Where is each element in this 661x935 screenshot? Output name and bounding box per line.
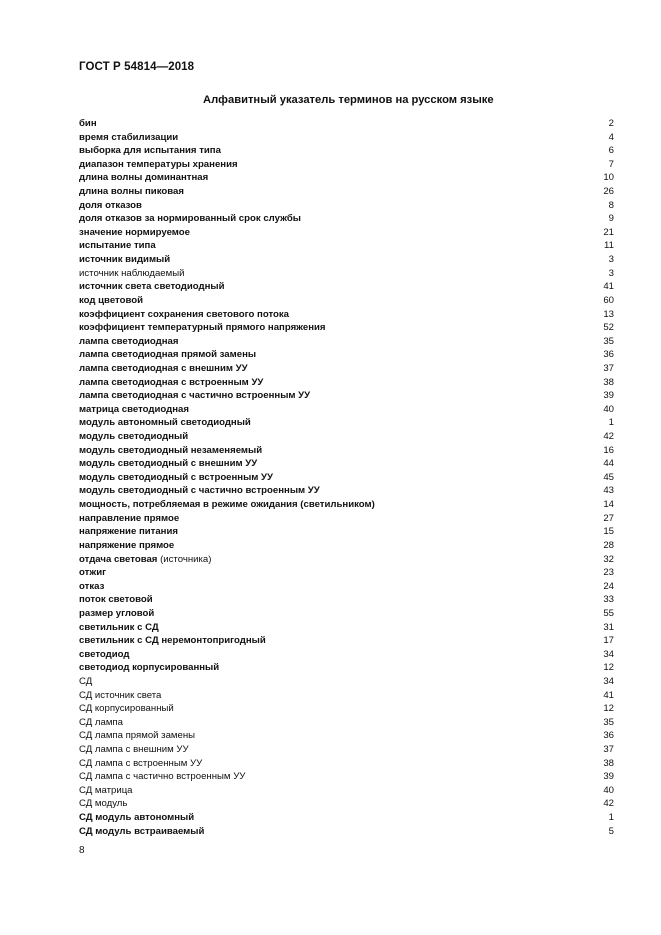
index-entry-term — [79, 689, 161, 703]
index-entry — [79, 457, 614, 471]
index-entry-term-text: СД источник света — [79, 689, 162, 701]
index-entry — [79, 484, 614, 498]
index-entry — [79, 199, 614, 213]
index-entry-page: 38 — [603, 757, 614, 769]
index-entry-term — [79, 362, 248, 376]
index-entry-page: 52 — [603, 322, 614, 334]
index-entry-term — [79, 376, 263, 390]
index-entry-page: 6 — [608, 145, 614, 157]
index-entry-page: 41 — [603, 689, 614, 701]
index-entry-term — [79, 444, 262, 458]
index-entry-term — [79, 117, 97, 131]
index-entry — [79, 757, 614, 771]
index-entry-term — [79, 770, 245, 784]
index-entry-term-text: модуль светодиодный с встроенным УУ — [79, 471, 273, 483]
index-entry-page: 23 — [603, 567, 614, 579]
index-entry-term-text: светодиод корпусированный — [79, 662, 220, 674]
index-entry-page: 45 — [603, 471, 614, 483]
index-entry-term — [79, 199, 142, 213]
index-entry-term-text: длина волны доминантная — [79, 172, 209, 184]
index-entry — [79, 335, 614, 349]
index-entry-page: 32 — [603, 553, 614, 565]
index-entry — [79, 716, 614, 730]
index-entry-term-text: испытание типа — [79, 240, 156, 252]
index-entry-term — [79, 539, 174, 553]
index-entry-page: 16 — [603, 444, 614, 456]
index-entry — [79, 444, 614, 458]
index-entry-term — [79, 580, 104, 594]
index-entry-term — [79, 743, 189, 757]
index-entry-page: 31 — [603, 621, 614, 633]
index-entry — [79, 593, 614, 607]
index-entry-page: 1 — [608, 812, 614, 824]
index-entry — [79, 430, 614, 444]
document-header: ГОСТ Р 54814—2018 — [79, 61, 195, 73]
index-entry-term-text: напряжение прямое — [79, 539, 175, 551]
index-entry — [79, 553, 614, 567]
index-entry-term — [79, 294, 143, 308]
index-entry — [79, 389, 614, 403]
index-entry — [79, 294, 614, 308]
index-entry-page: 12 — [603, 662, 614, 674]
index-entry-term — [79, 716, 123, 730]
index-entry-term-note: (источника) — [157, 553, 212, 565]
index-entry — [79, 512, 614, 526]
index-entry-term — [79, 784, 133, 798]
index-entry — [79, 743, 614, 757]
index-entry-term-text: СД лампа — [79, 716, 123, 728]
index-entry-term — [79, 471, 273, 485]
index-entry-page: 12 — [603, 703, 614, 715]
index-entry-term-text: СД модуль автономный — [79, 812, 195, 824]
index-entry-page: 2 — [608, 118, 614, 129]
index-entry-term — [79, 348, 256, 362]
index-entry-term-text: лампа светодиодная с встроенным УУ — [79, 376, 264, 388]
index-entry — [79, 376, 614, 390]
index-entry-page: 13 — [603, 308, 614, 320]
index-entry-term-text: источник видимый — [79, 254, 171, 266]
index-entry-term-text: значение нормируемое — [79, 226, 190, 238]
index-entry-term — [79, 512, 179, 526]
index-entry-page: 14 — [603, 499, 614, 511]
index-entry-term — [79, 212, 301, 226]
index-entry-term — [79, 797, 127, 811]
index-entry-page: 4 — [608, 131, 614, 143]
index-entry-page: 42 — [603, 798, 614, 810]
index-entry-term-text: размер угловой — [79, 607, 155, 619]
index-entry — [79, 729, 614, 743]
index-entry — [79, 770, 614, 784]
index-entry-term-text: светильник с СД неремонтопригодный — [79, 635, 266, 647]
index-entry-term-text: отжиг — [79, 567, 107, 579]
index-entry — [79, 607, 614, 621]
index-entry — [79, 226, 614, 240]
index-entry-term-text: СД лампа с частично встроенным УУ — [79, 771, 246, 783]
index-entry-page: 36 — [603, 730, 614, 742]
index-entry-term-text: СД лампа прямой замены — [79, 730, 196, 742]
index-entry-page: 10 — [603, 172, 614, 184]
index-entry — [79, 498, 614, 512]
index-entry-term — [79, 239, 156, 253]
index-entry-term-text: коэффициент сохранения светового потока — [79, 308, 290, 320]
index-entry-page: 38 — [603, 376, 614, 388]
index-entry-term-text: лампа светодиодная с внешним УУ — [79, 362, 248, 374]
index-entry-term-text: поток световой — [79, 594, 153, 606]
index-entry — [79, 648, 614, 662]
index-entry-term — [79, 675, 92, 689]
index-entry — [79, 661, 614, 675]
index-entry-term-text: лампа светодиодная — [79, 335, 179, 347]
index-entry-page: 55 — [603, 607, 614, 619]
index-entry-page: 37 — [603, 362, 614, 374]
index-entry-page: 1 — [608, 417, 614, 429]
index-entry-term — [79, 457, 257, 471]
index-entry — [79, 158, 614, 172]
index-entry-term-text: модуль светодиодный с внешним УУ — [79, 458, 258, 470]
index-entry-term — [79, 403, 189, 417]
index-entry-page: 7 — [608, 158, 614, 170]
index-entry-term-text: напряжение питания — [79, 526, 178, 538]
index-entry — [79, 171, 614, 185]
index-entry-term — [79, 253, 170, 267]
index-entry-term-text: СД матрица — [79, 784, 133, 796]
index-entry-term-text: СД модуль — [79, 798, 128, 810]
index-entry-term-text: матрица светодиодная — [79, 403, 189, 415]
index-entry-term — [79, 226, 190, 240]
index-entry-term-text: бин — [79, 118, 97, 129]
index-entry-term-text: диапазон температуры хранения — [79, 158, 238, 170]
index-title: Алфавитный указатель терминов на русском языке — [203, 94, 494, 106]
index-entry-term-text: модуль светодиодный с частично встроенным УУ — [79, 485, 320, 497]
index-entry-term — [79, 553, 211, 567]
index-entry-term — [79, 308, 289, 322]
index-entry-page: 8 — [608, 199, 614, 211]
index-entry — [79, 117, 614, 131]
index-entry — [79, 825, 614, 839]
index-entry-term — [79, 335, 178, 349]
index-entry-page: 28 — [603, 539, 614, 551]
index-entry-page: 27 — [603, 512, 614, 524]
index-entry — [79, 348, 614, 362]
index-entry-term-text: выборка для испытания типа — [79, 145, 221, 157]
index-entry-term — [79, 185, 184, 199]
index-entry — [79, 321, 614, 335]
index-entry-term — [79, 729, 195, 743]
index-entry-page: 9 — [608, 213, 614, 225]
index-entry-page: 5 — [608, 825, 614, 837]
index-entry-term-text: СД лампа с внешним УУ — [79, 744, 189, 756]
index-entry — [79, 784, 614, 798]
index-entry-term — [79, 144, 221, 158]
index-entry-page: 33 — [603, 594, 614, 606]
index-entry — [79, 403, 614, 417]
index-entry-term-text: лампа светодиодная с частично встроенным УУ — [79, 390, 311, 402]
index-entry-term — [79, 321, 325, 335]
index-entry-term — [79, 757, 202, 771]
index-entry — [79, 797, 614, 811]
index-entry-page: 26 — [603, 186, 614, 198]
index-entry-term — [79, 267, 184, 281]
index-entry-term-text: код цветовой — [79, 294, 144, 306]
index-entry — [79, 634, 614, 648]
index-entry-page: 3 — [608, 267, 614, 279]
index-entry-page: 40 — [603, 784, 614, 796]
index-entry-page: 41 — [603, 281, 614, 293]
index-entry — [79, 253, 614, 267]
index-entry-term-text: модуль светодиодный незаменяемый — [79, 444, 263, 456]
index-entry-term — [79, 811, 194, 825]
index-entry — [79, 185, 614, 199]
index-entry-term-text: коэффициент температурный прямого напряжения — [79, 322, 326, 334]
index-entry-term-text: СД корпусированный — [79, 703, 174, 715]
index-entry — [79, 580, 614, 594]
index-entry — [79, 267, 614, 281]
index-entry-page: 11 — [604, 240, 614, 252]
index-entry-term-text: СД модуль встраиваемый — [79, 825, 205, 837]
index-entry-term — [79, 389, 310, 403]
index-entry — [79, 621, 614, 635]
index-entry-term-text: отказ — [79, 580, 105, 592]
index-entry-page: 36 — [603, 349, 614, 361]
index-entry-term-text: источник наблюдаемый — [79, 267, 185, 279]
index-entry — [79, 471, 614, 485]
index-entry-term-text: источник света светодиодный — [79, 281, 225, 293]
index-entry-term-text: светодиод — [79, 648, 130, 660]
index-entry-page: 39 — [603, 390, 614, 402]
index-entry-term — [79, 498, 375, 512]
index-entry — [79, 566, 614, 580]
index-entry — [79, 811, 614, 825]
index-entry-page: 34 — [603, 675, 614, 687]
index-entry-term-text: длина волны пиковая — [79, 186, 184, 198]
index-entry-term — [79, 593, 153, 607]
index-entry — [79, 689, 614, 703]
index-entry — [79, 525, 614, 539]
index-entry-page: 24 — [603, 580, 614, 592]
index-entry-page: 21 — [603, 226, 614, 238]
index-entry-term-text: отдача световая — [79, 553, 158, 565]
index-entry-term — [79, 634, 266, 648]
index-entry — [79, 539, 614, 553]
index-entry-term-text: лампа светодиодная прямой замены — [79, 349, 257, 361]
index-entry-page: 43 — [603, 485, 614, 497]
index-entry-term — [79, 621, 159, 635]
index-entry-term-text: СД лампа с встроенным УУ — [79, 757, 203, 769]
index-entry-term — [79, 131, 178, 145]
index-entry — [79, 308, 614, 322]
index-entry-term-text: СД — [79, 675, 93, 687]
index-entry-page: 42 — [603, 431, 614, 443]
index-entry-term-text: модуль автономный светодиодный — [79, 417, 251, 429]
index-entry — [79, 239, 614, 253]
index-entry-term — [79, 525, 178, 539]
index-entry — [79, 144, 614, 158]
index-entry-page: 44 — [603, 458, 614, 470]
index-entry — [79, 280, 614, 294]
index-entry-term-text: мощность, потребляемая в режиме ожидания (светильником) — [79, 499, 375, 511]
index-entry-page: 40 — [603, 403, 614, 415]
index-entry-term — [79, 825, 204, 839]
index-entry — [79, 212, 614, 226]
index-entry-term-text: направление прямое — [79, 512, 180, 524]
index-entry-term — [79, 607, 154, 621]
index-entry-term-text: модуль светодиодный — [79, 431, 189, 443]
index-entry-term — [79, 661, 219, 675]
index-entry-term — [79, 430, 188, 444]
index-entry-page: 17 — [603, 635, 614, 647]
index-entry-term-text: доля отказов за нормированный срок службы — [79, 213, 301, 225]
index-entry-page: 35 — [603, 335, 614, 347]
index-entry — [79, 362, 614, 376]
index-entry — [79, 675, 614, 689]
index-entry-page: 39 — [603, 771, 614, 783]
index-entry-term-text: время стабилизации — [79, 131, 179, 143]
index-entry-list — [79, 117, 614, 838]
index-entry-term — [79, 566, 106, 580]
index-entry-term — [79, 702, 174, 716]
index-entry-page: 15 — [603, 526, 614, 538]
index-entry-term — [79, 158, 238, 172]
index-entry-term — [79, 171, 208, 185]
index-entry — [79, 416, 614, 430]
index-entry-page: 34 — [603, 648, 614, 660]
index-entry-page: 37 — [603, 744, 614, 756]
index-entry — [79, 702, 614, 716]
index-entry — [79, 131, 614, 145]
index-entry-term — [79, 280, 225, 294]
index-entry-page: 3 — [608, 254, 614, 266]
index-entry-page: 60 — [603, 294, 614, 306]
index-entry-page: 35 — [603, 716, 614, 728]
index-entry-term — [79, 648, 129, 662]
index-entry-term — [79, 416, 251, 430]
index-entry-term-text: доля отказов — [79, 199, 142, 211]
index-entry-term — [79, 484, 320, 498]
index-entry-term-text: светильник с СД — [79, 621, 159, 633]
page-number: 8 — [79, 845, 85, 856]
